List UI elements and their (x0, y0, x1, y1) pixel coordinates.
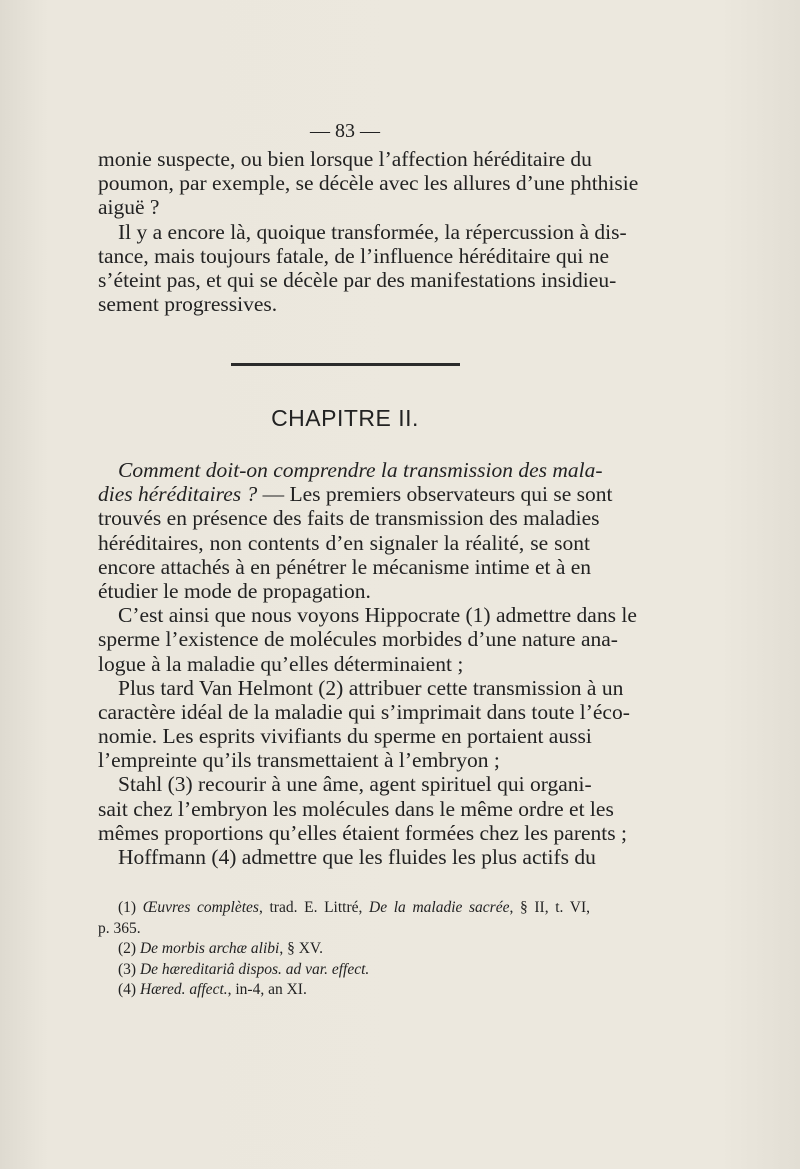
text-line: mêmes proportions qu’elles étaient formées chez les parents ; (98, 820, 627, 845)
italic-text: Comment doit-on comprendre la transmission des mala- (118, 458, 603, 482)
text-line: Hoffmann (4) admettre que les fluides les plus actifs du (118, 845, 596, 869)
text-run: — Les premiers observateurs qui se sont (257, 482, 613, 507)
chapter-body (98, 458, 637, 869)
page-number: — 83 — (310, 120, 380, 142)
text-line: trouvés en présence des faits de transmission des maladies (98, 506, 600, 531)
text-line: tance, mais toujours fatale, de l’influence héréditaire qui ne (98, 243, 610, 268)
text-run: , in-4, an XI. (227, 981, 307, 998)
text-line: étudier le mode de propagation. (98, 578, 371, 603)
section-divider (231, 363, 460, 366)
italic-text: dies héréditaires ? (98, 482, 258, 507)
footnotes (98, 898, 590, 1001)
text-line: Il y a encore là, quoique transformée, la répercussion à dis- (118, 219, 627, 244)
text-line: héréditaires, non contents d’en signaler la réalité, se sont (98, 530, 590, 555)
italic-text: De hæreditariâ dispos. ad var. effect. (139, 960, 370, 978)
text-line: encore attachés à en pénétrer le mécanisme intime et à en (98, 554, 592, 579)
top-paragraphs (98, 147, 639, 317)
text-line: Plus tard Van Helmont (2) attribuer cette transmission à un (118, 675, 624, 700)
text-line: sait chez l’embryon les molécules dans le même ordre et les (98, 796, 614, 821)
footnote-1-continued: p. 365. (98, 919, 141, 937)
text-line: monie suspecte, ou bien lorsque l’affection héréditaire du (98, 147, 592, 171)
footnote-4 (98, 980, 590, 1001)
text-line (98, 482, 613, 507)
footnote-number: (3) (118, 960, 140, 978)
text-run: , trad. E. Littré, (258, 899, 370, 916)
footnote-1 (98, 898, 590, 919)
text-run: , § XV. (279, 940, 323, 957)
footnote-number: (2) (118, 940, 140, 957)
text-line: poumon, par exemple, se décèle avec les allures d’une phthisie (98, 171, 639, 196)
text-line: l’empreinte qu’ils transmettaient à l’embryon ; (98, 748, 500, 773)
footnote-number: (1) (118, 899, 143, 916)
italic-text: De la maladie sacrée (369, 899, 510, 916)
text-line: C’est ainsi que nous voyons Hippocrate (1) admettre dans le (118, 603, 637, 628)
chapter-title: CHAPITRE II. (271, 405, 419, 431)
italic-text: De morbis archæ alibi (139, 940, 280, 957)
footnote-2 (98, 939, 590, 960)
text-line: nomie. Les esprits vivifiants du sperme en portaient aussi (98, 724, 592, 749)
text-line: sperme l’existence de molécules morbides d’une nature ana- (98, 627, 618, 652)
footnote-number: (4) (118, 981, 140, 998)
italic-text: Œuvres complètes (142, 899, 259, 916)
text-line: Stahl (3) recourir à une âme, agent spirituel qui organi- (118, 772, 592, 797)
text-line: s’éteint pas, et qui se décèle par des manifestations insidieu- (98, 267, 617, 292)
text-line: logue à la maladie qu’elles déterminaient ; (98, 651, 464, 676)
text-line: sement progressives. (98, 292, 278, 317)
footnote-3 (98, 960, 590, 981)
text-line: aiguë ? (98, 195, 160, 220)
text-run: , § II, t. VI, (509, 899, 590, 916)
text-line (98, 458, 603, 482)
text-line: caractère idéal de la maladie qui s’imprimait dans toute l’éco- (98, 699, 630, 724)
italic-text: Hæred. affect. (139, 981, 228, 998)
